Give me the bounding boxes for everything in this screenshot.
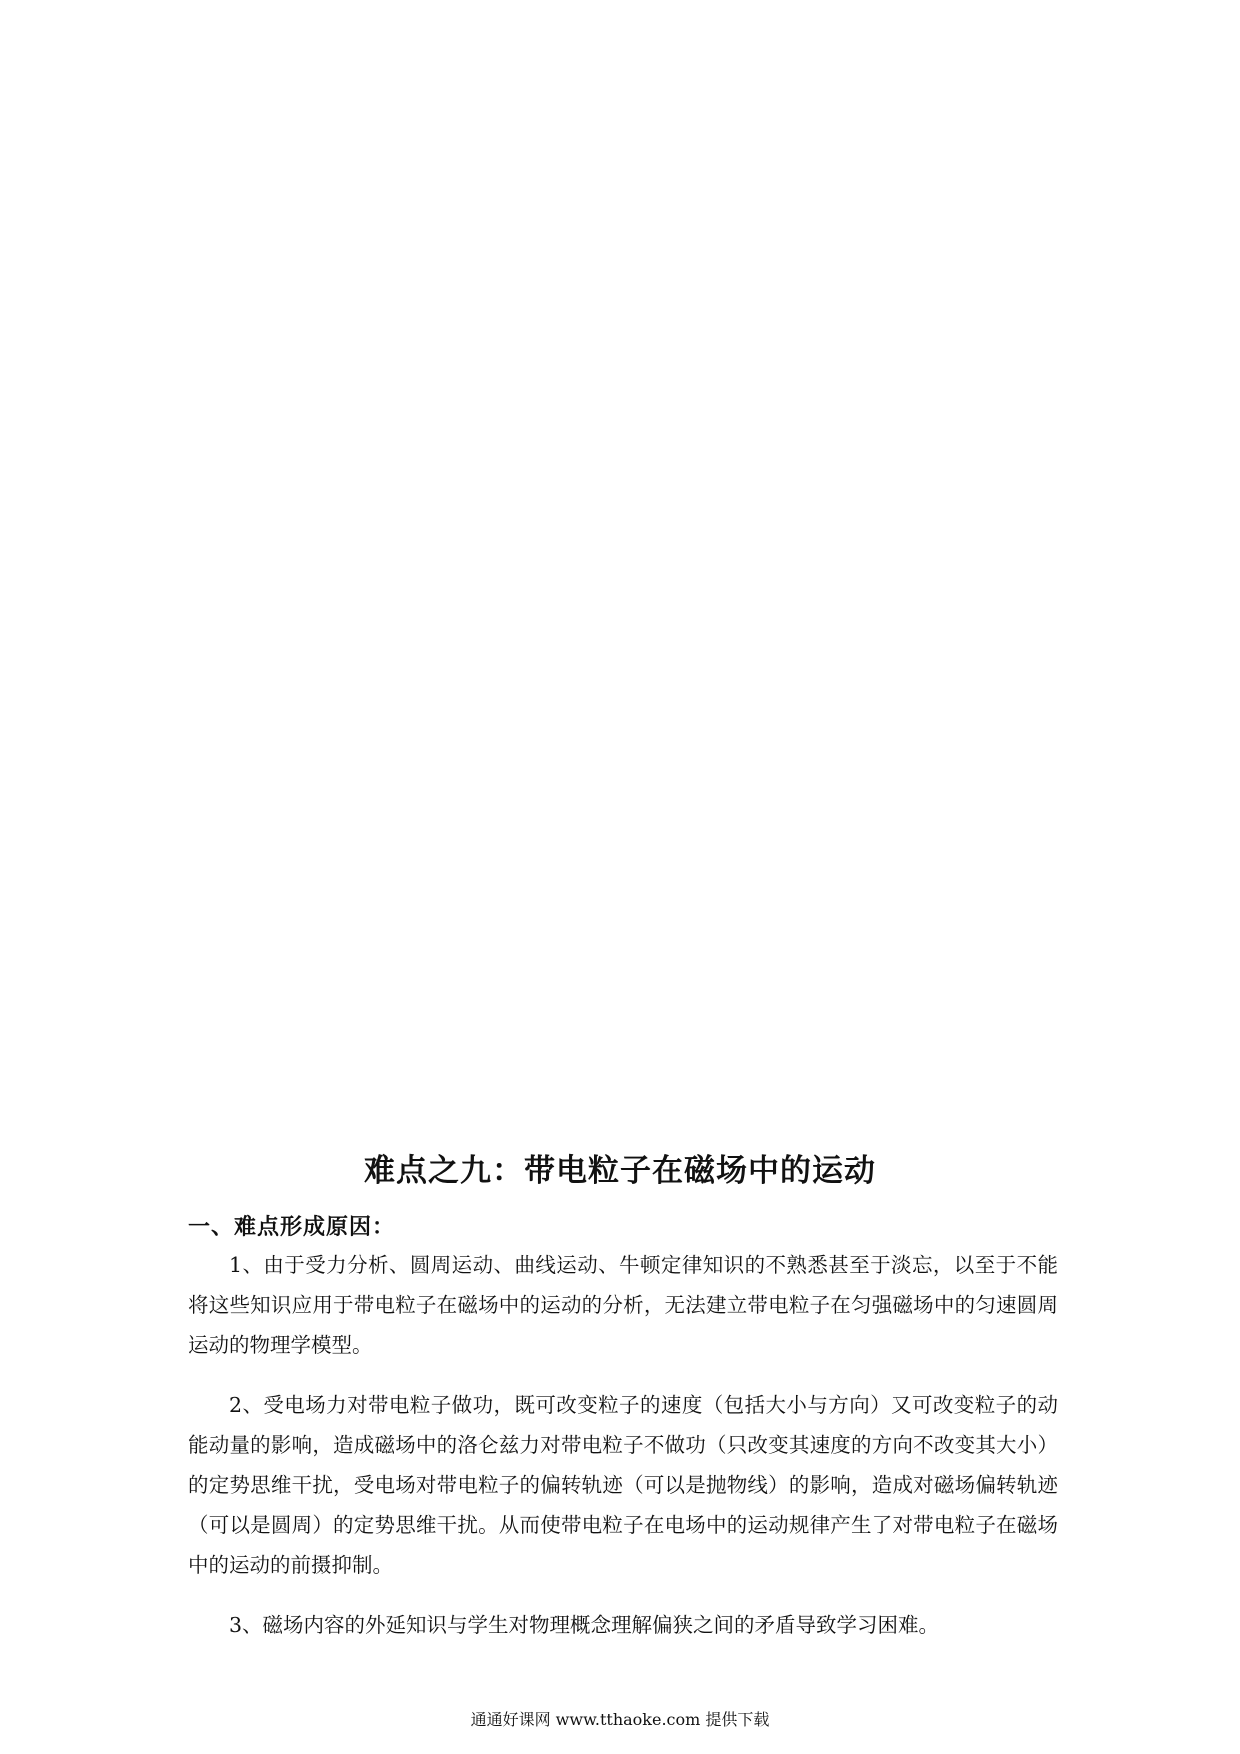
paragraph-3: 3、磁场内容的外延知识与学生对物理概念理解偏狭之间的矛盾导致学习困难。: [229, 1613, 940, 1637]
page-footer: 通通好课网 www.tthaoke.com 提供下载: [470, 1710, 770, 1729]
paragraph-1: 1、由于受力分析、圆周运动、曲线运动、牛顿定律知识的不熟悉甚至于淡忘，以至于不能将这些知识应用于带电粒子在磁场中的运动的分析，无法建立带电粒子在匀强磁场中的匀速圆周运动的物理学模型。: [188, 1253, 1058, 1357]
document-title: 难点之九：带电粒子在磁场中的运动: [364, 1153, 876, 1189]
section-heading: 一、难点形成原因：: [188, 1214, 396, 1240]
paragraph-2: 2、受电场力对带电粒子做功，既可改变粒子的速度（包括大小与方向）又可改变粒子的动能动量的影响，造成磁场中的洛仑兹力对带电粒子不做功（只改变其速度的方向不改变其大小）的定势思维干扰，受电场对带电粒子的偏转轨迹（可以是抛物线）的影响，造成对磁场偏转轨迹（可以是圆周）的定势思维干扰。从而使带电粒子在电场中的运动规律产生了对带电粒子在磁场中的运动的前摄抑制。: [188, 1393, 1058, 1577]
